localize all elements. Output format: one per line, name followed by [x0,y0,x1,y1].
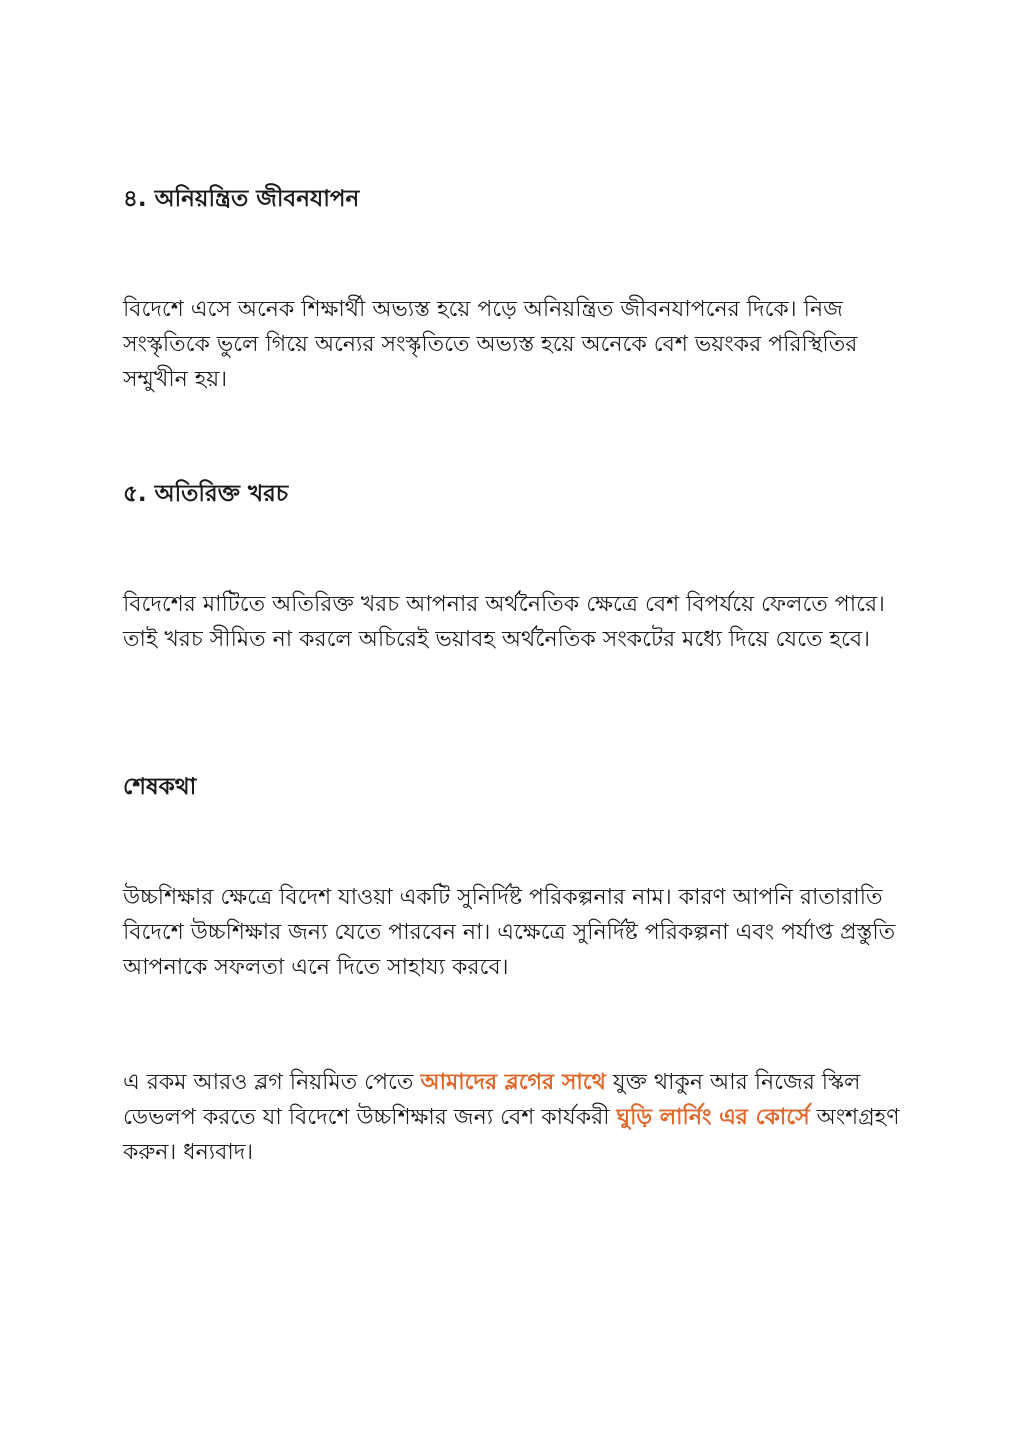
closing-text-1: এ রকম আরও ব্লগ নিয়মিত পেতে [123,1070,421,1095]
closing-text-2: যুক্ত থাকুন আর নিজের স্কিল ডেভলপ করতে যা বিদেশে উচ্চশিক্ষার জন্য বেশ কার্যকরী [123,1070,861,1130]
closing-text-3: অংশগ্রহণ করুন। ধন্যবাদ। [123,1105,900,1165]
section-paragraph-extra-cost: বিদেশের মাটিতে অতিরিক্ত খরচ আপনার অর্থনৈতিক ক্ষেত্রে বেশ বিপর্যয়ে ফেলতে পারে। তাই খরচ সীমিত না করলে অচিরেই ভয়াবহ অর্থনৈতিক সংকটের মধ্যে দিয়ে যেতে হবে। [123,592,885,652]
blog-link[interactable]: আমাদের ব্লগের সাথে [420,1070,606,1095]
section-heading-extra-cost: ৫. অতিরিক্ত খরচ [123,481,289,507]
section-heading-uncontrolled-lifestyle: ৪. অনিয়ন্ত্রিত জীবনযাপন [123,186,360,212]
section-paragraph-conclusion: উচ্চশিক্ষার ক্ষেত্রে বিদেশ যাওয়া একটি সুনির্দিষ্ট পরিকল্পনার নাম। কারণ আপনি রাতারাতি বিদেশে উচ্চশিক্ষার জন্য যেতে পারবেন না। এক্ষেত্রে সুনির্দিষ্ট পরিকল্পনা এবং পর্যাপ্ত প্রস্তুতি আপনাকে সফলতা এনে দিতে সাহায্য করবে। [123,885,896,980]
section-heading-conclusion: শেষকথা [123,774,197,800]
section-paragraph-uncontrolled-lifestyle: বিদেশে এসে অনেক শিক্ষার্থী অভ্যস্ত হয়ে পড়ে অনিয়ন্ত্রিত জীবনযাপনের দিকে। নিজ সংস্কৃতিকে ভুলে গিয়ে অন্যের সংস্কৃতিতে অভ্যস্ত হয়ে অনেকে বেশ ভয়ংকর পরিস্থিতির সম্মুখীন হয়। [123,297,858,392]
closing-paragraph [123,1065,913,1170]
course-link[interactable]: ঘুড়ি লার্নিং এর কোর্সে [616,1105,810,1130]
